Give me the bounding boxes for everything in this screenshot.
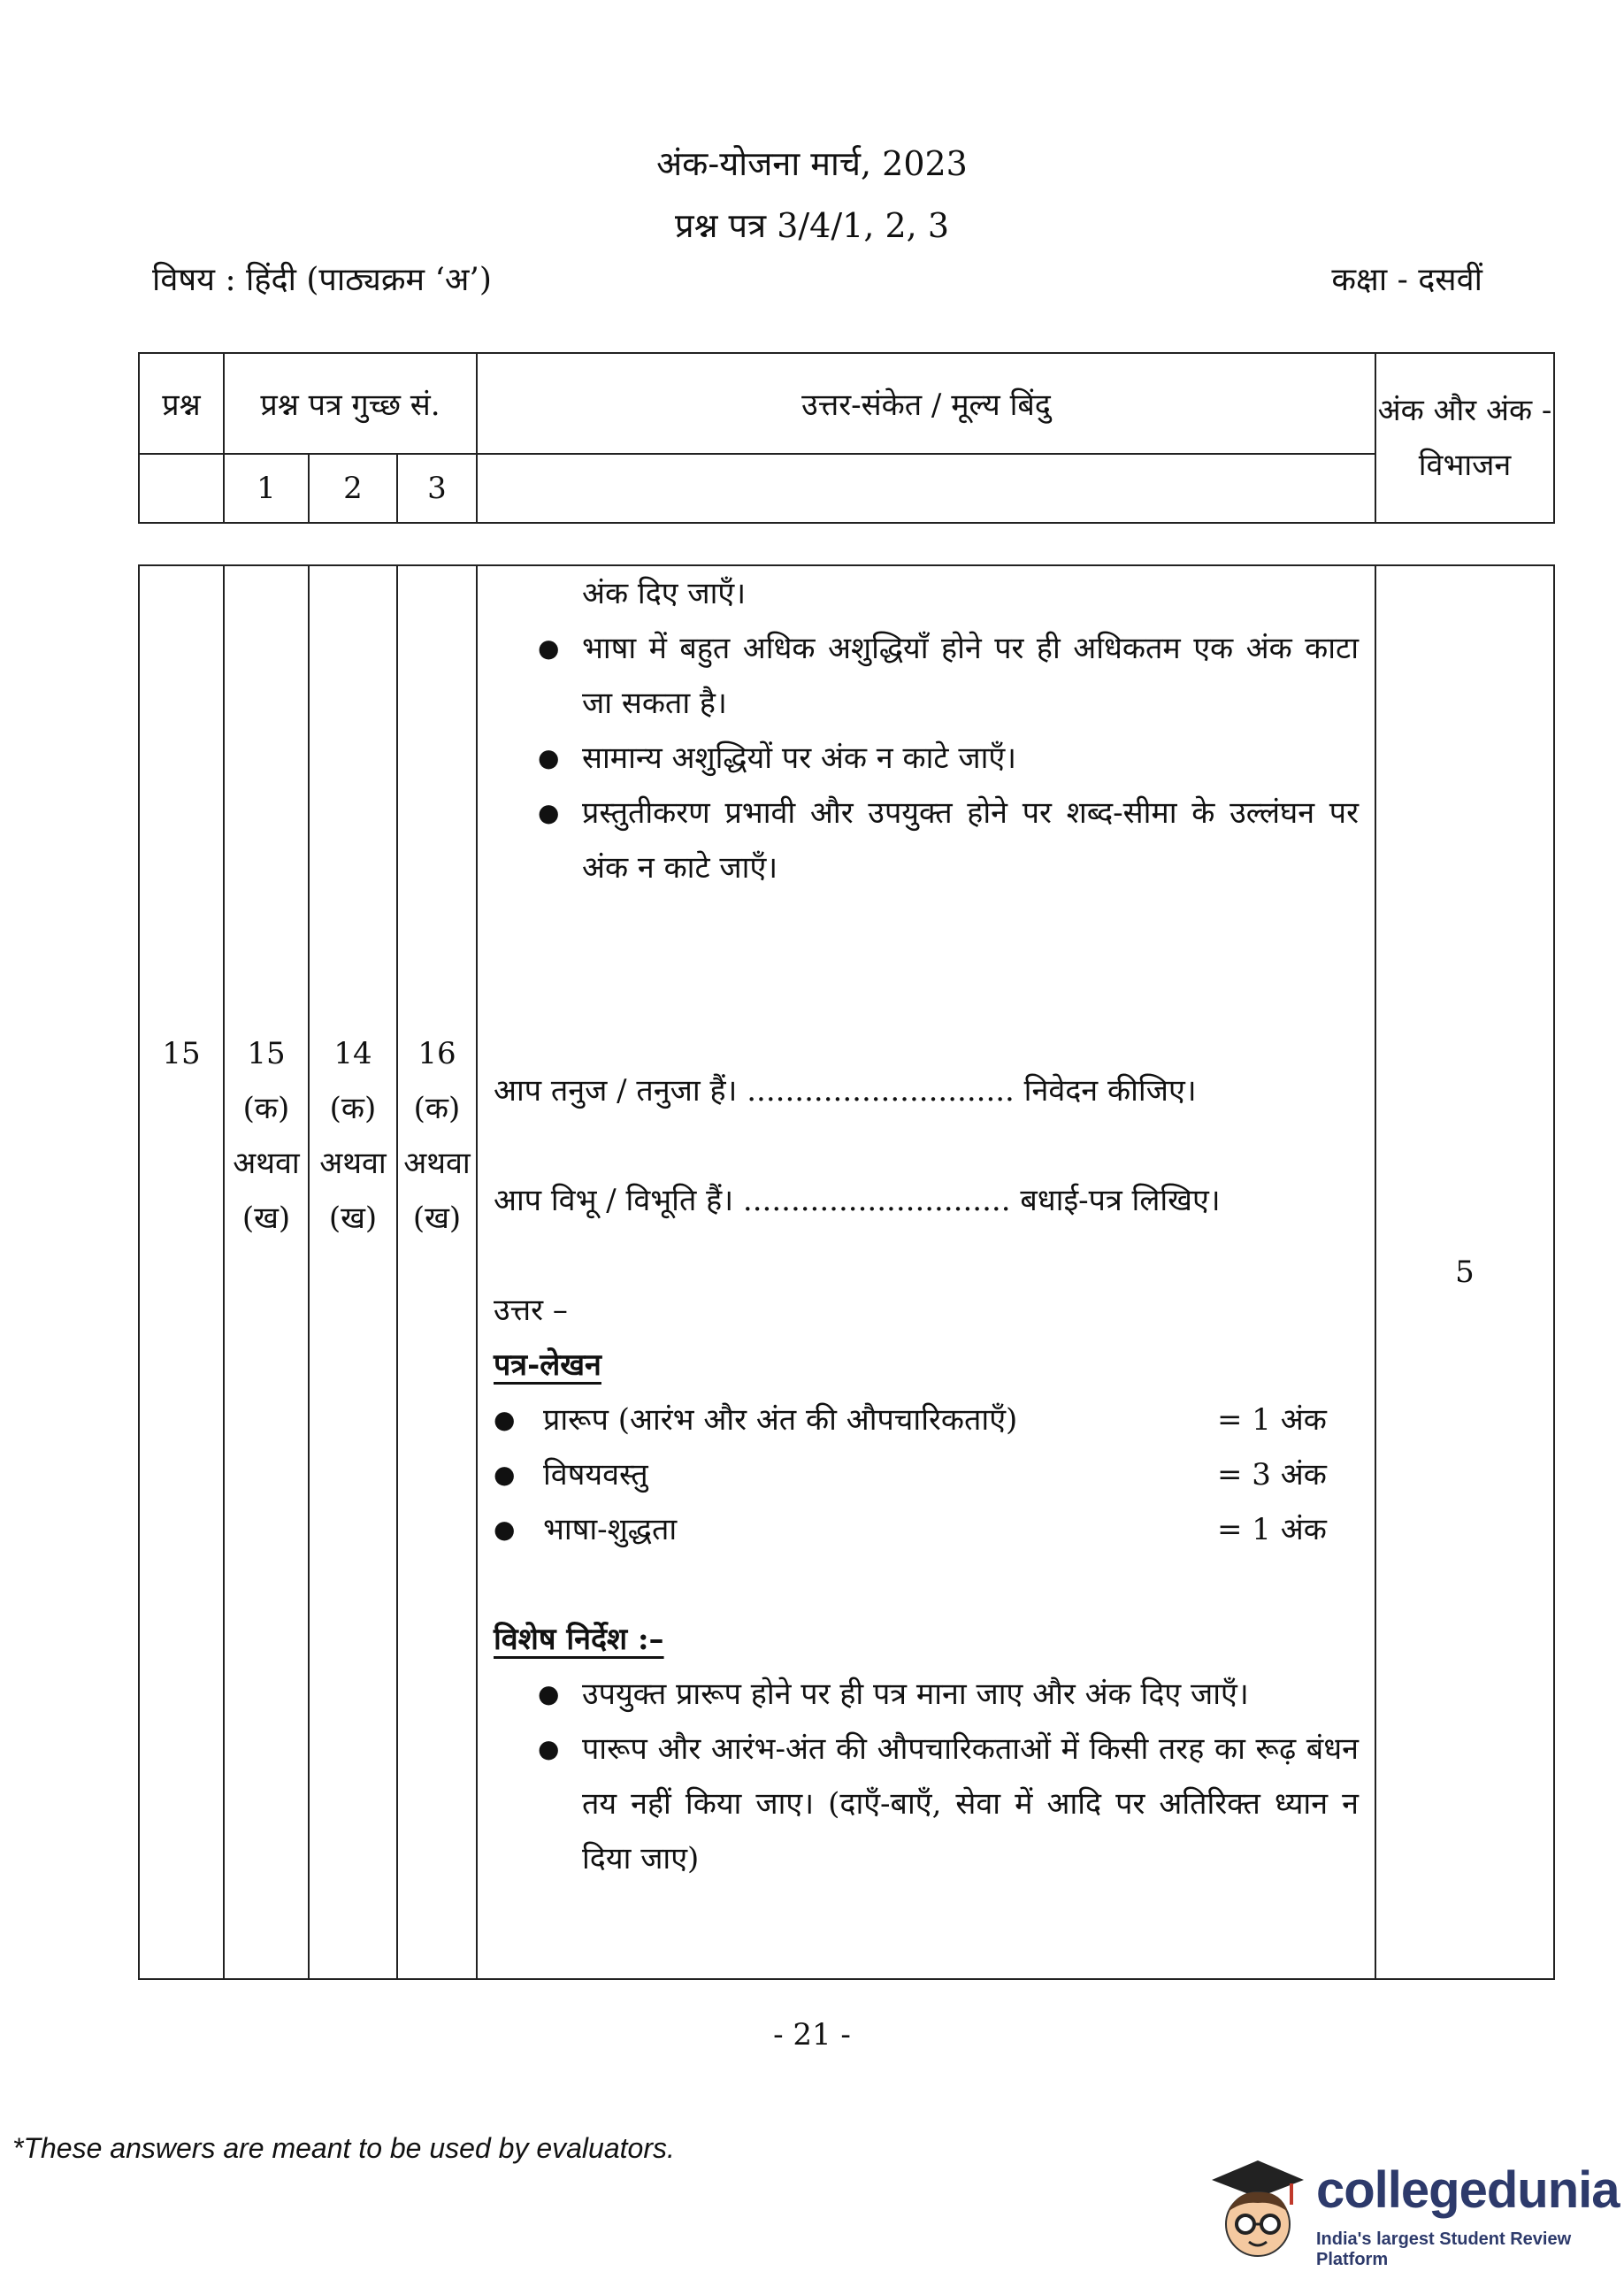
col-paper-set-header: प्रश्न पत्र गुच्छ सं. bbox=[224, 353, 477, 454]
question-paper-code: प्रश्न पत्र 3/4/1, 2, 3 bbox=[674, 206, 949, 245]
special-bullet: ● पारूप और आरंभ-अंत की औपचारिकताओं में किसी तरह का रूढ़ बंधन तय नहीं किया जाए। (दाएँ-बाएँ, सेवा में आदि पर अतिरिक्त ध्यान न दिया जाए) bbox=[538, 1722, 1359, 1886]
guideline-bullet: ● भाषा में बहुत अधिक अशुद्धियाँ होने पर ही अधिकतम एक अंक काटा जा सकता है। bbox=[538, 621, 1359, 731]
marking-scheme-title: अंक-योजना मार्च, 2023 bbox=[656, 144, 968, 183]
set2-or: अथवा bbox=[319, 1146, 387, 1181]
answer-table bbox=[138, 564, 1555, 1980]
col-answer-header: उत्तर-संकेत / मूल्य बिंदु bbox=[477, 353, 1375, 454]
marks-cell bbox=[1375, 565, 1554, 1979]
set-number-1: 1 bbox=[224, 454, 309, 523]
set2-cell bbox=[309, 565, 397, 1979]
guideline-bullet: ● प्रस्तुतीकरण प्रभावी और उपयुक्त होने पर शब्द-सीमा के उल्लंघन पर अंक न काटे जाएँ। bbox=[538, 786, 1359, 895]
set1-or: अथवा bbox=[233, 1146, 300, 1181]
set1-number: 15 bbox=[247, 1036, 286, 1071]
guideline-bullet: ● सामान्य अशुद्धियों पर अंक न काटे जाएँ। bbox=[538, 731, 1359, 786]
set2-part-a: (क) bbox=[329, 1091, 377, 1126]
question-option-b: आप विभू / विभूति हैं। ............................ बधाई-पत्र लिखिए। bbox=[494, 1183, 1221, 1218]
bullet-icon: ● bbox=[494, 1460, 516, 1489]
set-number-2: 2 bbox=[309, 454, 397, 523]
special-bullet: ● उपयुक्त प्रारूप होने पर ही पत्र माना जाए और अंक दिए जाएँ। bbox=[538, 1667, 1359, 1722]
evaluator-footnote: *These answers are meant to be used by evaluators. bbox=[12, 2132, 675, 2164]
special-instructions-heading: विशेष निर्देश :– bbox=[494, 1622, 664, 1657]
logo-wordmark: collegedunia bbox=[1316, 2161, 1620, 2219]
marking-point: ● विषयवस्तु = 3 अंक bbox=[494, 1447, 1359, 1502]
set3-cell bbox=[397, 565, 477, 1979]
marking-point: ● प्रारूप (आरंभ और अंत की औपचारिकताएँ) = 1 अंक bbox=[494, 1393, 1359, 1447]
question-option-a: आप तनुज / तनुजा हैं। ............................ निवेदन कीजिए। bbox=[494, 1073, 1197, 1109]
marks-value: 5 bbox=[1455, 1255, 1475, 1290]
mascot-icon bbox=[1203, 2150, 1309, 2274]
set3-part-a: (क) bbox=[413, 1091, 461, 1126]
bullet-icon: ● bbox=[538, 1734, 560, 1763]
set2-part-b: (ख) bbox=[328, 1201, 378, 1236]
empty-cell bbox=[139, 454, 224, 523]
collegedunia-logo bbox=[1203, 2150, 1619, 2274]
continued-text: अंक दिए जाएँ। bbox=[582, 576, 747, 611]
set3-number: 16 bbox=[417, 1036, 456, 1071]
marking-point: ● भाषा-शुद्धता = 1 अंक bbox=[494, 1502, 1359, 1557]
set-number-3: 3 bbox=[397, 454, 477, 523]
empty-cell bbox=[477, 454, 1375, 523]
header-table bbox=[138, 352, 1555, 524]
section-heading: पत्र-लेखन bbox=[494, 1347, 601, 1383]
bullet-icon: ● bbox=[494, 1405, 516, 1434]
question-number: 15 bbox=[162, 1036, 201, 1071]
bullet-icon: ● bbox=[538, 743, 560, 772]
set3-part-b: (ख) bbox=[412, 1201, 462, 1236]
col-marks-header: अंक और अंक - विभाजन bbox=[1375, 353, 1554, 523]
set1-part-a: (क) bbox=[242, 1091, 290, 1126]
answer-content-cell bbox=[477, 565, 1375, 1979]
set1-part-b: (ख) bbox=[241, 1201, 291, 1236]
set3-or: अथवा bbox=[403, 1146, 471, 1181]
bullet-icon: ● bbox=[538, 1679, 560, 1708]
subject-label: विषय : हिंदी (पाठ्यक्रम ‘अ’) bbox=[152, 262, 492, 298]
logo-tagline: India's largest Student Review Platform bbox=[1316, 2229, 1572, 2269]
answer-label: उत्तर – bbox=[494, 1293, 568, 1328]
question-number-cell bbox=[139, 565, 224, 1979]
col-question-header: प्रश्न bbox=[139, 353, 224, 454]
bullet-icon: ● bbox=[538, 798, 560, 827]
bullet-icon: ● bbox=[494, 1515, 516, 1544]
class-label: कक्षा - दसवीं bbox=[1331, 262, 1482, 298]
set2-number: 14 bbox=[333, 1036, 372, 1071]
page-number: - 21 - bbox=[773, 2017, 851, 2053]
set1-cell bbox=[224, 565, 309, 1979]
bullet-icon: ● bbox=[538, 633, 560, 663]
